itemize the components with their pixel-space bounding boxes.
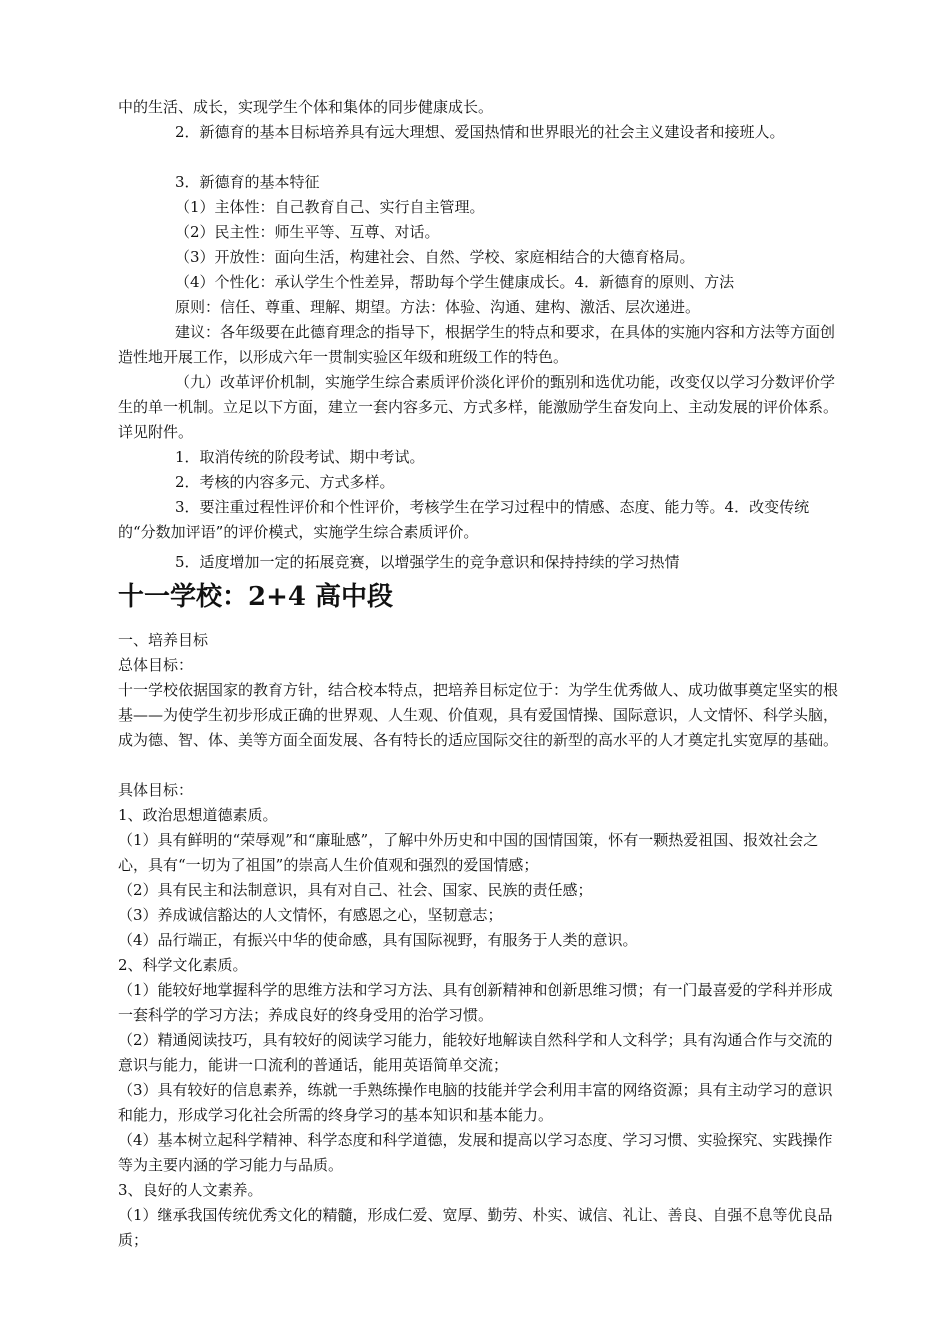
- paragraph: （3）开放性：面向生活，构建社会、自然、学校、家庭相结合的大德育格局。: [175, 248, 695, 266]
- paragraph: 5．适度增加一定的拓展竞赛，以增强学生的竞争意识和保持持续的学习热情: [175, 553, 680, 571]
- paragraph: （3）养成诚信豁达的人文情怀，有感恩之心，坚韧意志；: [118, 906, 503, 924]
- paragraph: （九）改革评价机制，实施学生综合素质评价淡化评价的甄别和选优功能，改变仅以学习分数评价学生的单一机制。立足以下方面，建立一套内容多元、方式多样，能激励学生奋发向上、主动发展的评价体系。详见附件。: [118, 373, 839, 441]
- section-heading: 十一学校：2+4 高中段: [118, 582, 394, 612]
- paragraph: 2、科学文化素质。: [118, 956, 248, 974]
- paragraph: （4）基本树立起科学精神、科学态度和科学道德，发展和提高以学习态度、学习习惯、实验探究、实践操作等为主要内涵的学习能力与品质。: [118, 1131, 833, 1174]
- paragraph: （1）具有鲜明的“荣辱观”和“廉耻感”，了解中外历史和中国的国情国策，怀有一颗热爱祖国、报效社会之心，具有“一切为了祖国”的崇高人生价值观和强烈的爱国情感；: [118, 831, 819, 874]
- paragraph: 2．新德育的基本目标培养具有远大理想、爱国热情和世界眼光的社会主义建设者和接班人。: [175, 123, 785, 141]
- paragraph: （4）品行端正，有振兴中华的使命感，具有国际视野，有服务于人类的意识。: [118, 931, 638, 949]
- paragraph: 2．考核的内容多元、方式多样。: [175, 473, 395, 491]
- paragraph: （4）个性化：承认学生个性差异，帮助每个学生健康成长。4．新德育的原则、方法: [175, 273, 735, 291]
- paragraph: （1）继承我国传统优秀文化的精髓，形成仁爱、宽厚、勤劳、朴实、诚信、礼让、善良、自强不息等优良品质；: [118, 1206, 833, 1249]
- paragraph: 一、培养目标: [118, 631, 209, 649]
- paragraph: （1）能较好地掌握科学的思维方法和学习方法、具有创新精神和创新思维习惯；有一门最喜爱的学科并形成一套科学的学习方法；养成良好的终身受用的治学习惯。: [118, 981, 833, 1024]
- paragraph: 十一学校依据国家的教育方针，结合校本特点，把培养目标定位于：为学生优秀做人、成功做事奠定坚实的根基——为使学生初步形成正确的世界观、人生观、价值观，具有爱国情操、国际意识，人文情怀、科学头脑，成为德、智、体、美等方面全面发展、各有特长的适应国际交往的新型的高水平的人才奠定扎实宽厚的基础。: [118, 681, 839, 749]
- paragraph: 3．新德育的基本特征: [175, 173, 320, 191]
- paragraph: （2）具有民主和法制意识，具有对自己、社会、国家、民族的责任感；: [118, 881, 593, 899]
- paragraph: 1．取消传统的阶段考试、期中考试。: [175, 448, 425, 466]
- paragraph: 3、良好的人文素养。: [118, 1181, 263, 1199]
- paragraph: （1）主体性：自己教育自己、实行自主管理。: [175, 198, 485, 216]
- paragraph: 3．要注重过程性评价和个性评价，考核学生在学习过程中的情感、态度、能力等。4．改变传统的“分数加评语”的评价模式，实施学生综合素质评价。: [118, 498, 810, 541]
- paragraph: 总体目标：: [118, 656, 194, 674]
- paragraph: 建议：各年级要在此德育理念的指导下，根据学生的特点和要求，在具体的实施内容和方法等方面创造性地开展工作，以形成六年一贯制实验区年级和班级工作的特色。: [118, 323, 836, 366]
- paragraph: （3）具有较好的信息素养，练就一手熟练操作电脑的技能并学会利用丰富的网络资源；具有主动学习的意识和能力，形成学习化社会所需的终身学习的基本知识和基本能力。: [118, 1081, 833, 1124]
- paragraph: （2）精通阅读技巧，具有较好的阅读学习能力，能较好地解读自然科学和人文科学；具有沟通合作与交流的意识与能力，能讲一口流利的普通话，能用英语简单交流；: [118, 1031, 833, 1074]
- paragraph: 具体目标：: [118, 781, 194, 799]
- paragraph: 1、政治思想道德素质。: [118, 806, 278, 824]
- paragraph: （2）民主性：师生平等、互尊、对话。: [175, 223, 440, 241]
- paragraph: 中的生活、成长，实现学生个体和集体的同步健康成长。: [118, 98, 494, 116]
- paragraph: 原则：信任、尊重、理解、期望。方法：体验、沟通、建构、激活、层次递进。: [175, 298, 701, 316]
